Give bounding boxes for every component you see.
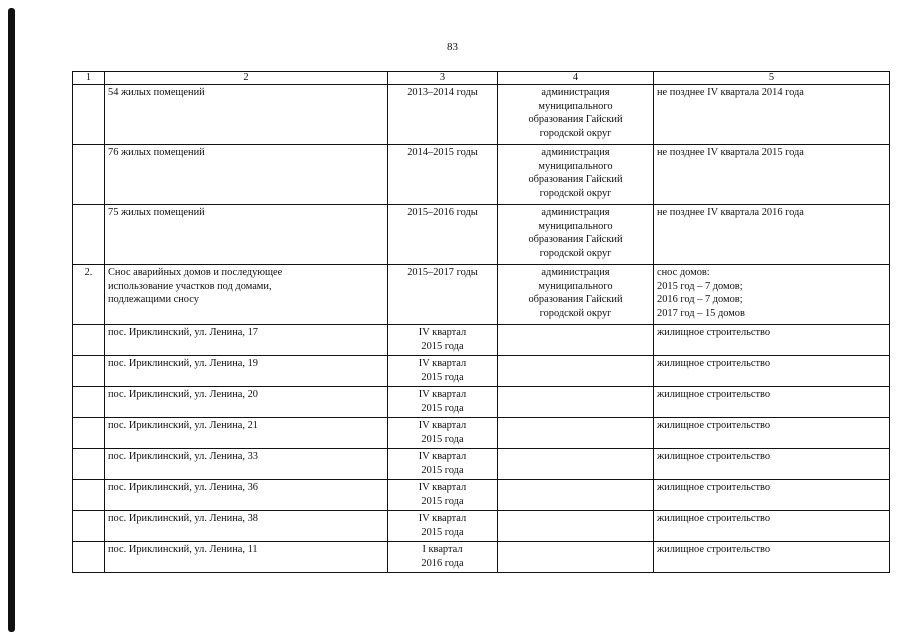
table-row [73,387,890,418]
executor-cell [498,480,654,511]
description-cell: пос. Ириклинский, ул. Ленина, 38 [105,511,388,542]
row-number-cell [73,511,105,542]
executor-cell: администрация муниципального образования Гайский городской округ [498,265,654,325]
page-number: 83 [447,41,458,53]
row-number-cell: 2. [73,265,105,325]
result-cell: жилищное строительство [654,480,890,511]
description-cell: пос. Ириклинский, ул. Ленина, 20 [105,387,388,418]
result-cell: не позднее IV квартала 2014 года [654,85,890,145]
table-row [73,325,890,356]
period-cell: I квартал 2016 года [388,542,498,573]
plan-table [72,71,890,573]
executor-cell: администрация муниципального образования Гайский городской округ [498,145,654,205]
result-cell: жилищное строительство [654,356,890,387]
description-cell: пос. Ириклинский, ул. Ленина, 21 [105,418,388,449]
period-cell: IV квартал 2015 года [388,356,498,387]
row-number-cell [73,205,105,265]
result-cell: жилищное строительство [654,511,890,542]
table-row [73,449,890,480]
period-cell: IV квартал 2015 года [388,325,498,356]
row-number-cell [73,387,105,418]
period-cell: IV квартал 2015 года [388,387,498,418]
description-cell: пос. Ириклинский, ул. Ленина, 17 [105,325,388,356]
executor-cell [498,511,654,542]
period-cell: IV квартал 2015 года [388,511,498,542]
description-cell: пос. Ириклинский, ул. Ленина, 19 [105,356,388,387]
description-cell: 76 жилых помещений [105,145,388,205]
row-number-cell [73,356,105,387]
scan-binding-edge [8,8,15,632]
row-number-cell [73,418,105,449]
executor-cell [498,418,654,449]
row-number-cell [73,542,105,573]
result-cell: не позднее IV квартала 2016 года [654,205,890,265]
table-row [73,542,890,573]
description-cell: 54 жилых помещений [105,85,388,145]
executor-cell: администрация муниципального образования Гайский городской округ [498,85,654,145]
executor-cell [498,356,654,387]
executor-cell [498,449,654,480]
result-cell: жилищное строительство [654,418,890,449]
description-cell: Снос аварийных домов и последующее использование участков под домами, подлежащими сносу [105,265,388,325]
row-number-cell [73,85,105,145]
column-header: 5 [654,72,890,85]
table-row [73,511,890,542]
period-cell: 2014–2015 годы [388,145,498,205]
table-row [73,205,890,265]
column-header: 4 [498,72,654,85]
column-header: 1 [73,72,105,85]
row-number-cell [73,480,105,511]
executor-cell [498,542,654,573]
description-cell: пос. Ириклинский, ул. Ленина, 36 [105,480,388,511]
result-cell: жилищное строительство [654,325,890,356]
period-cell: IV квартал 2015 года [388,480,498,511]
result-cell: жилищное строительство [654,387,890,418]
result-cell: снос домов: 2015 год – 7 домов; 2016 год – 7 домов; 2017 год – 15 домов [654,265,890,325]
period-cell: IV квартал 2015 года [388,449,498,480]
description-cell: пос. Ириклинский, ул. Ленина, 33 [105,449,388,480]
result-cell: жилищное строительство [654,542,890,573]
period-cell: 2013–2014 годы [388,85,498,145]
table-row [73,356,890,387]
result-cell: не позднее IV квартала 2015 года [654,145,890,205]
table-row [73,85,890,145]
row-number-cell [73,449,105,480]
period-cell: 2015–2016 годы [388,205,498,265]
row-number-cell [73,325,105,356]
table-row [73,265,890,325]
description-cell: пос. Ириклинский, ул. Ленина, 11 [105,542,388,573]
column-header: 2 [105,72,388,85]
table-row [73,145,890,205]
result-cell: жилищное строительство [654,449,890,480]
table-row [73,480,890,511]
executor-cell [498,387,654,418]
row-number-cell [73,145,105,205]
period-cell: IV квартал 2015 года [388,418,498,449]
executor-cell [498,325,654,356]
period-cell: 2015–2017 годы [388,265,498,325]
description-cell: 75 жилых помещений [105,205,388,265]
executor-cell: администрация муниципального образования Гайский городской округ [498,205,654,265]
column-header: 3 [388,72,498,85]
table-row [73,418,890,449]
table-header-row [73,72,890,85]
